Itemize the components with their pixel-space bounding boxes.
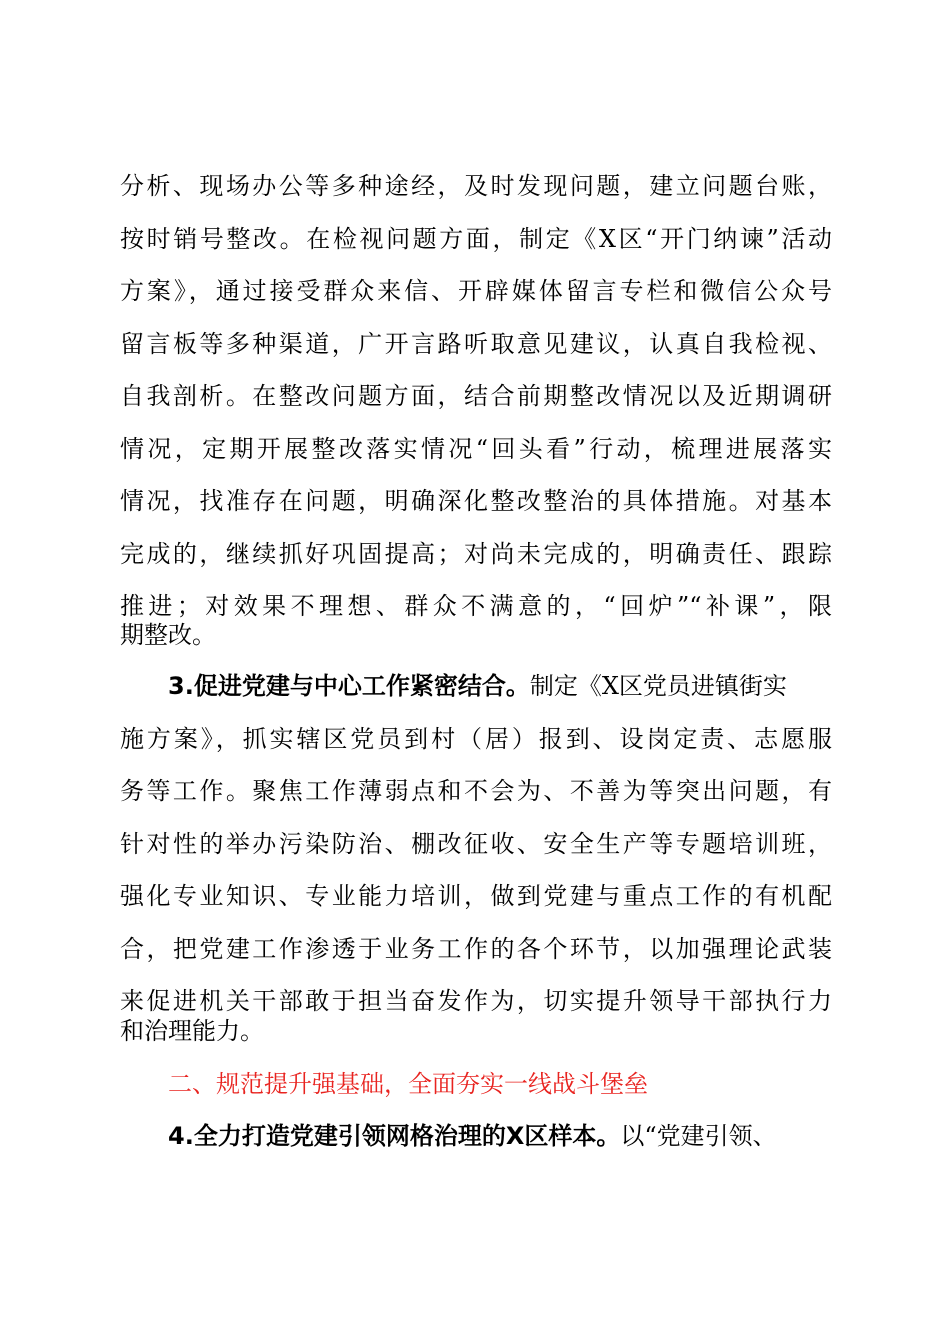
paragraph-1-line-2: 按时销号整改。在检视问题方面，制定《X区“开门纳谏”活动 — [120, 225, 832, 253]
paragraph-1-line-6: 情况，定期开展整改落实情况“回头看”行动，梳理进展落实 — [120, 435, 832, 463]
paragraph-1-line-1: 分析、现场办公等多种途经，及时发现问题，建立问题台账， — [120, 172, 832, 200]
paragraph-2-first-line-text: 制定《X区党员进镇街实 — [529, 672, 787, 700]
paragraph-3-first-line — [168, 1116, 832, 1156]
paragraph-2-line-3: 务等工作。聚焦工作薄弱点和不会为、不善为等突出问题，有 — [120, 777, 832, 805]
paragraph-1-line-5: 自我剖析。在整改问题方面，结合前期整改情况以及近期调研 — [120, 382, 832, 410]
paragraph-3-heading: 4.全力打造党建引领网格治理的X区样本。 — [168, 1122, 621, 1150]
paragraph-1-line-9: 推进；对效果不理想、群众不满意的，“回炉”“补课”，限 — [120, 592, 832, 620]
paragraph-1-line-4: 留言板等多种渠道，广开言路听取意见建议，认真自我检视、 — [120, 330, 832, 358]
paragraph-2-line-7: 来促进机关干部敢于担当奋发作为，切实提升领导干部执行力 — [120, 987, 832, 1015]
paragraph-3-first-line-text: 以“党建引领、 — [620, 1122, 777, 1150]
paragraph-2-heading: 3.促进党建与中心工作紧密结合。 — [168, 672, 530, 700]
paragraph-1-line-8: 完成的，继续抓好巩固提高；对尚未完成的，明确责任、跟踪 — [120, 540, 832, 568]
paragraph-2-line-6: 合，把党建工作渗透于业务工作的各个环节，以加强理论武装 — [120, 935, 832, 963]
paragraph-2-line-5: 强化专业知识、专业能力培训，做到党建与重点工作的有机配 — [120, 882, 832, 910]
paragraph-2-line-2: 施方案》，抓实辖区党员到村（居）报到、设岗定责、志愿服 — [120, 725, 832, 753]
paragraph-2-first-line — [168, 666, 832, 706]
paragraph-1-line-10: 期整改。 — [120, 621, 216, 649]
paragraph-1-line-3: 方案》，通过接受群众来信、开辟媒体留言专栏和微信公众号 — [120, 277, 832, 305]
paragraph-2-line-4: 针对性的举办污染防治、棚改征收、安全生产等专题培训班， — [120, 830, 832, 858]
section-heading: 二、规范提升强基础，全面夯实一线战斗堡垒 — [168, 1070, 648, 1098]
paragraph-1-line-7: 情况，找准存在问题，明确深化整改整治的具体措施。对基本 — [120, 487, 832, 515]
paragraph-2-line-8: 和治理能力。 — [120, 1017, 264, 1045]
